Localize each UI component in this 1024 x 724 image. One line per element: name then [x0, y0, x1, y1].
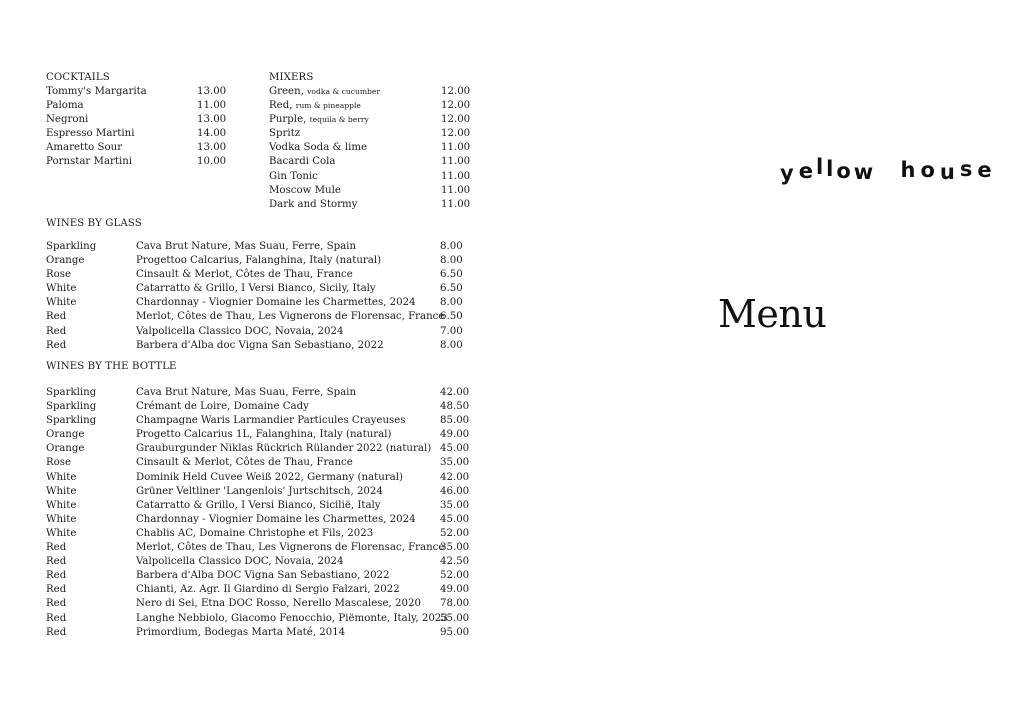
mixer-item	[269, 184, 469, 198]
mixer-price: 11.00	[441, 198, 471, 210]
wine-type: White	[46, 297, 77, 309]
logo-letter: l	[826, 157, 835, 181]
wines-by-glass-section	[46, 217, 476, 353]
wine-item	[46, 555, 476, 569]
cocktail-name: Pornstar Martini	[46, 156, 133, 168]
wine-type: Orange	[46, 255, 85, 267]
wine-name: Dominik Held Cuvee Weiß 2022, Germany (natural)	[136, 471, 403, 483]
wine-item	[46, 456, 476, 470]
wine-price: 8.00	[440, 241, 463, 252]
mixer-item	[269, 141, 469, 155]
wine-name: Grüner Veltliner 'Langenlois' Jurtschitsch, 2024	[136, 485, 383, 497]
wine-type: Sparkling	[46, 241, 97, 252]
wine-price: 35.00	[440, 457, 470, 469]
wine-price: 55.00	[440, 612, 470, 624]
wine-price: 49.00	[440, 429, 470, 441]
mixers-heading: MIXERS	[269, 72, 314, 83]
wine-type: White	[46, 283, 77, 295]
wine-type: Red	[46, 584, 67, 596]
wine-price: 6.50	[440, 269, 463, 281]
mixers-section	[269, 71, 469, 212]
mixer-note: vodka & cucumber	[307, 87, 381, 96]
wine-item	[46, 400, 476, 414]
mixer-name: Gin Tonic	[269, 170, 318, 182]
wine-item	[46, 485, 476, 499]
wine-type: Sparkling	[46, 415, 97, 427]
cocktail-name: Paloma	[46, 100, 84, 112]
cocktails-list	[46, 85, 226, 170]
wine-name: Valpolicella Classico DOC, Novaia, 2024	[136, 325, 344, 337]
wine-type: Sparkling	[46, 387, 97, 398]
wine-type: Red	[46, 339, 67, 351]
mixer-name: Dark and Stormy	[269, 198, 358, 210]
wine-item	[46, 386, 476, 400]
wine-type: Rose	[46, 269, 72, 281]
wine-name: Catarratto & Grillo, I Versi Bianco, Sicilië, Italy	[136, 499, 381, 511]
wines-by-bottle-section	[46, 360, 476, 640]
logo-letter: o	[836, 159, 852, 183]
wine-name: Cava Brut Nature, Mas Suau, Ferre, Spain	[136, 241, 357, 252]
wine-item	[46, 471, 476, 485]
wine-type: Sparkling	[46, 401, 97, 413]
logo-letter: s	[959, 157, 974, 181]
wine-name: Valpolicella Classico DOC, Novaia, 2024	[136, 556, 344, 568]
cocktail-name: Amaretto Sour	[46, 142, 123, 154]
wine-price: 8.00	[440, 255, 463, 267]
cocktail-item	[46, 141, 226, 155]
wine-type: White	[46, 485, 77, 497]
mixer-note: tequila & berry	[309, 115, 369, 125]
wine-price: 85.00	[440, 415, 470, 427]
wine-price: 8.00	[440, 339, 463, 351]
wine-price: 45.00	[440, 443, 470, 455]
logo-letter: y	[780, 161, 795, 185]
cocktail-name: Espresso Martini	[46, 128, 135, 140]
mixer-price: 11.00	[441, 170, 471, 182]
wine-name: Chardonnay - Viognier Domaine les Charmettes, 2024	[136, 297, 416, 309]
wine-item	[46, 612, 476, 626]
wine-item	[46, 310, 476, 324]
wine-item	[46, 541, 476, 555]
mixer-name: Spritz	[269, 128, 301, 140]
wine-type: White	[46, 513, 77, 525]
wine-name: Merlot, Côtes de Thau, Les Vignerons de Florensac, France	[136, 311, 445, 323]
logo-letter: l	[815, 155, 825, 179]
wine-name: Progettoo Calcarius, Falanghina, Italy (natural)	[136, 255, 382, 267]
cocktail-price: 13.00	[197, 114, 227, 126]
wine-name: Catarratto & Grillo, I Versi Bianco, Sicily, Italy	[136, 283, 376, 295]
wine-item	[46, 513, 476, 527]
wine-type: Red	[46, 626, 67, 638]
wine-name: Primordium, Bodegas Marta Maté, 2014	[136, 626, 346, 638]
logo-letter: e	[798, 159, 814, 183]
logo-letters	[780, 155, 997, 185]
mixer-item	[269, 198, 469, 212]
wine-item	[46, 240, 476, 254]
mixer-item	[269, 155, 469, 169]
cocktail-price: 10.00	[197, 156, 227, 168]
wine-type: Rose	[46, 457, 72, 469]
wine-name: Progetto Calcarius 1L, Falanghina, Italy (natural)	[136, 429, 392, 441]
wine-name: Cinsault & Merlot, Côtes de Thau, France	[136, 269, 353, 281]
cocktail-price: 11.00	[197, 100, 227, 112]
wines-by-bottle-list	[46, 386, 476, 640]
mixer-name: Moscow Mule	[269, 184, 341, 196]
cocktail-price: 13.00	[197, 86, 227, 97]
cocktail-item	[46, 127, 226, 141]
wine-item	[46, 339, 476, 353]
mixer-price: 12.00	[441, 86, 471, 97]
wine-name: Langhe Nebbiolo, Giacomo Fenocchio, Piëmonte, Italy, 2023	[136, 612, 448, 624]
cocktail-price: 14.00	[197, 128, 227, 140]
wine-type: Red	[46, 311, 67, 323]
wine-price: 45.00	[440, 513, 470, 525]
wine-item	[46, 527, 476, 541]
cocktail-item	[46, 113, 226, 127]
cocktails-heading: COCKTAILS	[46, 72, 110, 83]
wine-price: 7.00	[440, 325, 463, 337]
mixer-price: 11.00	[441, 156, 471, 168]
wine-name: Nero di Sei, Etna DOC Rosso, Nerello Mascalese, 2020	[136, 598, 421, 610]
wine-type: White	[46, 499, 77, 511]
logo-letter: w	[853, 160, 875, 184]
wine-name: Chablis AC, Domaine Christophe et Fils, 2023	[136, 527, 374, 539]
wine-price: 49.00	[440, 584, 470, 596]
wine-price: 52.00	[440, 570, 470, 582]
yellow-house-logo	[780, 155, 997, 185]
wine-type: Red	[46, 325, 67, 337]
wine-name: Crémant de Loire, Domaine Cady	[136, 401, 309, 413]
cocktail-name: Tommy's Margarita	[46, 86, 147, 97]
wine-type: Red	[46, 612, 67, 624]
mixer-price: 12.00	[441, 100, 471, 112]
wine-price: 52.00	[440, 527, 470, 539]
wine-type: White	[46, 471, 77, 483]
logo-letter: e	[977, 158, 993, 182]
wine-type: Red	[46, 598, 67, 610]
wine-price: 46.00	[440, 485, 470, 497]
wines-by-bottle-heading: WINES BY THE BOTTLE	[46, 361, 177, 372]
wine-name: Chianti, Az. Agr. Il Giardino di Sergio Falzari, 2022	[136, 584, 400, 596]
wine-item	[46, 597, 476, 611]
wine-name: Grauburgunder Niklas Rückrich Rülander 2022 (natural)	[136, 443, 432, 455]
wine-price: 95.00	[440, 626, 470, 638]
wine-price: 8.00	[440, 297, 463, 309]
mixer-price: 11.00	[441, 184, 471, 196]
logo-letter: h	[900, 158, 917, 182]
wine-price: 78.00	[440, 598, 470, 610]
wine-price: 35.00	[440, 542, 470, 554]
wine-item	[46, 442, 476, 456]
wine-item	[46, 325, 476, 339]
cocktails-section	[46, 71, 226, 170]
wine-name: Barbera d'Alba DOC Vigna San Sebastiano, 2022	[136, 570, 390, 582]
wine-item	[46, 282, 476, 296]
mixer-price: 11.00	[441, 142, 471, 154]
mixer-item	[269, 85, 469, 99]
mixer-name: Green,	[269, 86, 304, 97]
cocktail-item	[46, 99, 226, 113]
wine-name: Barbera d'Alba doc Vigna San Sebastiano, 2022	[136, 339, 384, 351]
mixer-item	[269, 170, 469, 184]
mixer-item	[269, 113, 469, 127]
wine-price: 42.50	[440, 556, 470, 568]
mixer-item	[269, 99, 469, 113]
mixer-item	[269, 127, 469, 141]
wine-type: Red	[46, 570, 67, 582]
wine-name: Champagne Waris Larmandier Particules Crayeuses	[136, 415, 406, 427]
wine-item	[46, 499, 476, 513]
logo-letter	[888, 158, 896, 182]
wine-type: Orange	[46, 443, 85, 455]
cocktail-item	[46, 155, 226, 169]
cocktail-name: Negroni	[46, 114, 89, 126]
mixer-name: Purple,	[269, 114, 307, 126]
wine-price: 42.00	[440, 471, 470, 483]
mixer-note: rum & pineapple	[295, 101, 361, 111]
wine-item	[46, 583, 476, 597]
cocktail-price: 13.00	[197, 142, 227, 154]
wine-item	[46, 626, 476, 640]
wine-name: Merlot, Côtes de Thau, Les Vignerons de Florensac, France	[136, 542, 445, 554]
mixer-price: 12.00	[441, 114, 471, 126]
wine-item	[46, 254, 476, 268]
wine-item	[46, 414, 476, 428]
mixer-price: 12.00	[441, 128, 471, 140]
wine-price: 35.00	[440, 499, 470, 511]
wine-item	[46, 296, 476, 310]
wine-price: 6.50	[440, 311, 463, 323]
wine-type: Red	[46, 542, 67, 554]
logo-letter: u	[939, 160, 956, 184]
wine-price: 6.50	[440, 283, 463, 295]
wine-name: Cinsault & Merlot, Côtes de Thau, France	[136, 457, 353, 469]
wine-type: White	[46, 527, 77, 539]
menu-title: Menu	[718, 292, 827, 336]
mixer-name: Vodka Soda & lime	[269, 142, 368, 154]
logo-letter: o	[920, 158, 936, 182]
mixers-list	[269, 85, 469, 212]
wine-type: Red	[46, 556, 67, 568]
mixer-name: Bacardi Cola	[269, 156, 336, 168]
mixer-name: Red,	[269, 100, 293, 112]
wine-type: Orange	[46, 429, 85, 441]
wines-by-glass-list	[46, 240, 476, 353]
wine-item	[46, 569, 476, 583]
wine-name: Chardonnay - Viognier Domaine les Charmettes, 2024	[136, 513, 416, 525]
wine-item	[46, 428, 476, 442]
wines-by-glass-heading: WINES BY GLASS	[46, 218, 142, 229]
wine-price: 42.00	[440, 387, 470, 398]
cocktail-item	[46, 85, 226, 99]
wine-name: Cava Brut Nature, Mas Suau, Ferre, Spain	[136, 387, 357, 398]
wine-price: 48.50	[440, 401, 470, 413]
wine-item	[46, 268, 476, 282]
